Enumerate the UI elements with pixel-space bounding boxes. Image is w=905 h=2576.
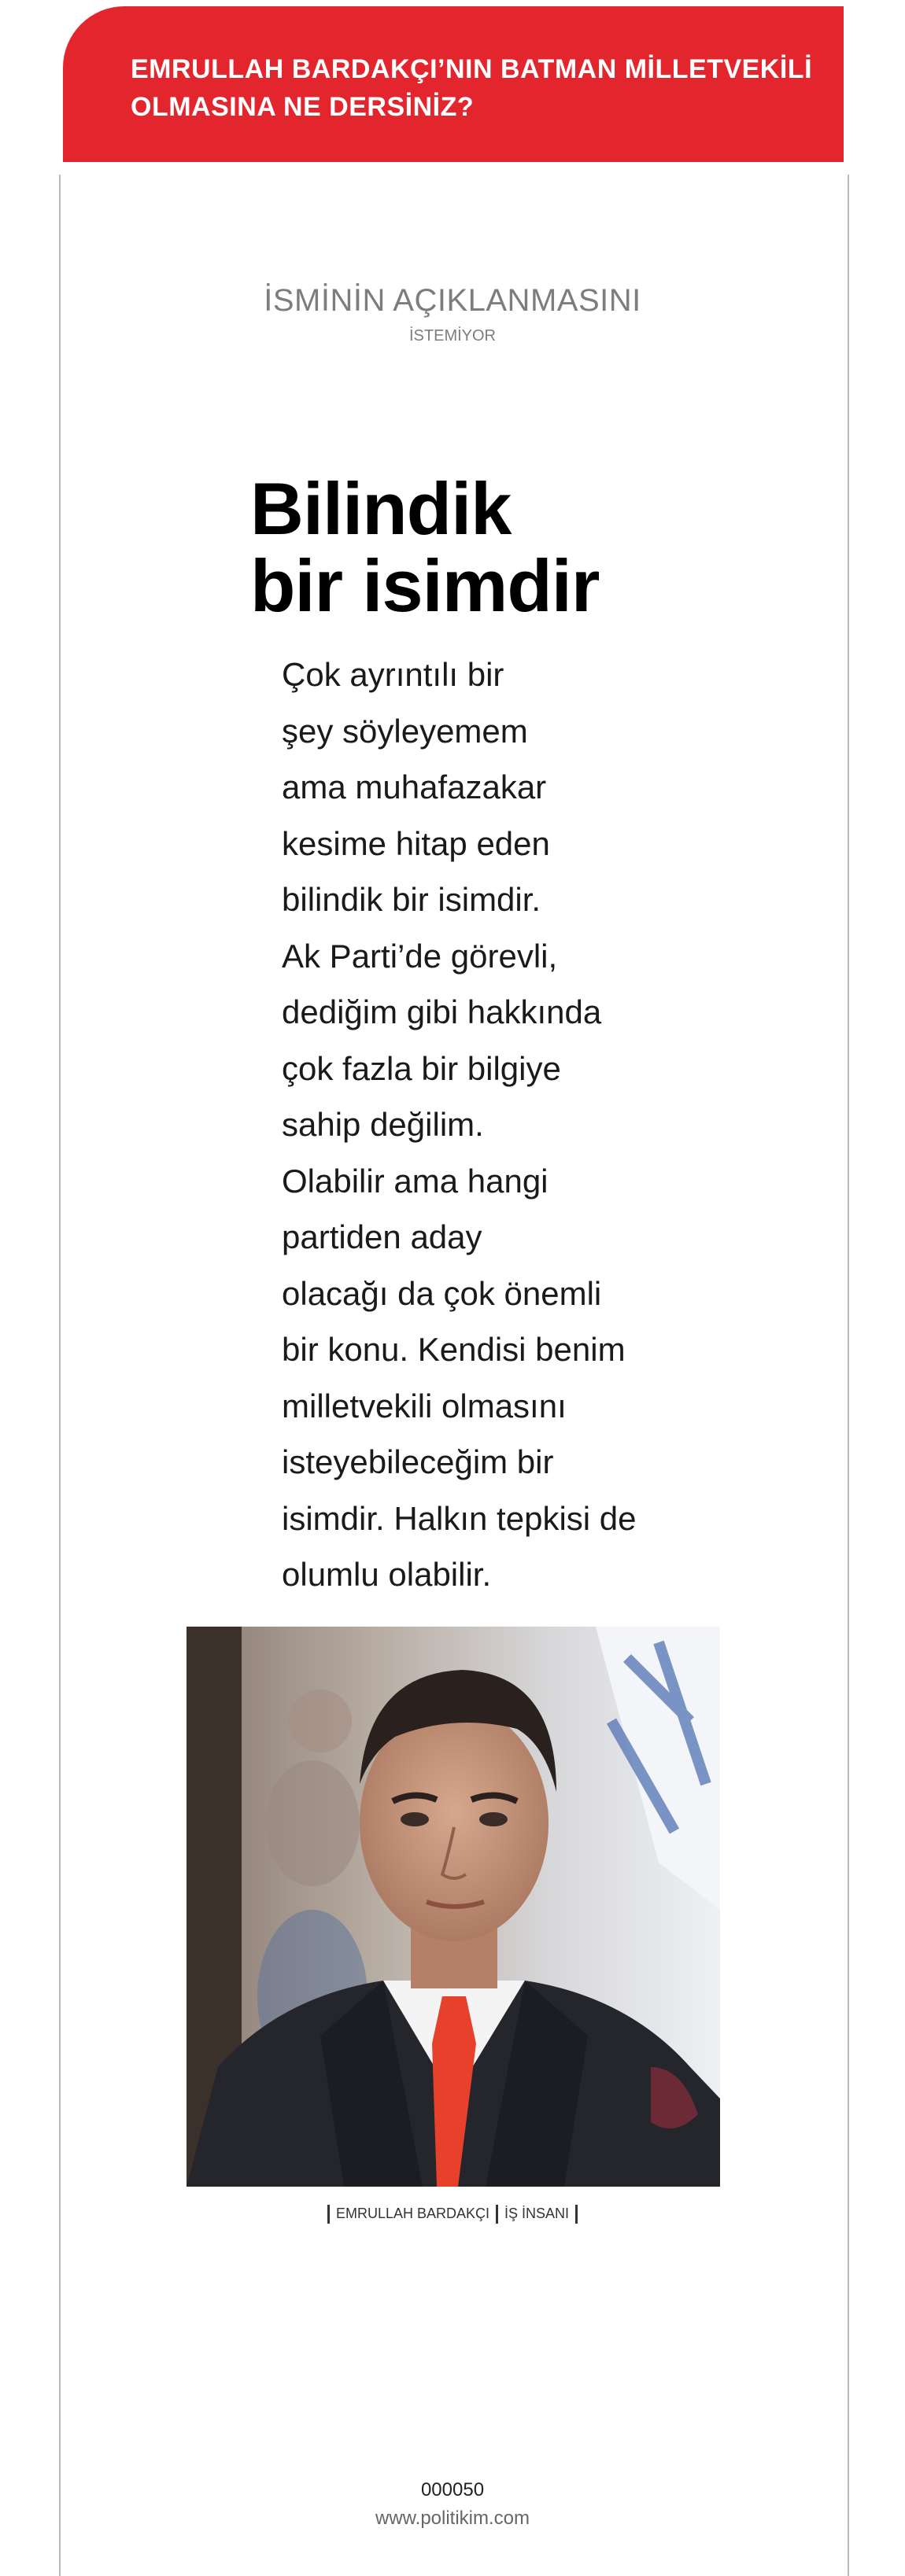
headline [250,467,600,627]
quote-body [282,647,675,1603]
caption-divider [575,2205,578,2224]
quote-line: dediğim gibi hakkında [282,993,602,1030]
caption-role: İŞ İNSANI [504,2206,570,2221]
quote-line: kesime hitap eden [282,824,550,862]
quote-line: olacağı da çok önemli [282,1274,602,1312]
quote-line: milletvekili olmasını [282,1387,567,1424]
caption-name: EMRULLAH BARDAKÇI [335,2206,489,2221]
quote-line: Olabilir ama hangi [282,1162,549,1200]
footer-url: www.politikim.com [375,2508,530,2529]
quote-line: isteyebileceğim bir [282,1443,554,1480]
header-title-line1: EMRULLAH BARDAKÇI’NIN BATMAN MİLLETVEKİLİ [131,54,813,84]
header-banner [63,6,844,162]
quote-line: Ak Parti’de görevli, [282,937,558,975]
header-title [131,50,831,126]
photo-caption [0,2202,905,2224]
quote-line: çok fazla bir bilgiye [282,1049,561,1087]
source-name: İSMİNİN AÇIKLANMASINI [264,283,641,318]
headline-line2: bir isimdir [250,544,600,627]
quote-line: olumlu olabilir. [282,1556,492,1593]
source-subtitle: İSTEMİYOR [408,327,496,345]
quote-line: şey söyleyemem [282,712,528,750]
portrait-photo [187,1627,720,2187]
headline-line1: Bilindik [250,467,512,550]
quote-line: bilindik bir isimdir. [282,881,541,918]
quote-line: sahip değilim. [282,1106,484,1143]
caption-divider [327,2205,330,2224]
caption-divider [496,2205,498,2224]
quote-line: Çok ayrıntılı bir [282,656,504,693]
header-title-line2: OLMASINA NE DERSİNİZ? [131,92,475,122]
quote-line: bir konu. Kendisi benim [282,1331,626,1368]
page-number: 000050 [420,2479,485,2500]
quote-line: partiden aday [282,1218,482,1255]
quote-line: ama muhafazakar [282,768,547,805]
quote-line: isimdir. Halkın tepkisi de [282,1499,637,1537]
